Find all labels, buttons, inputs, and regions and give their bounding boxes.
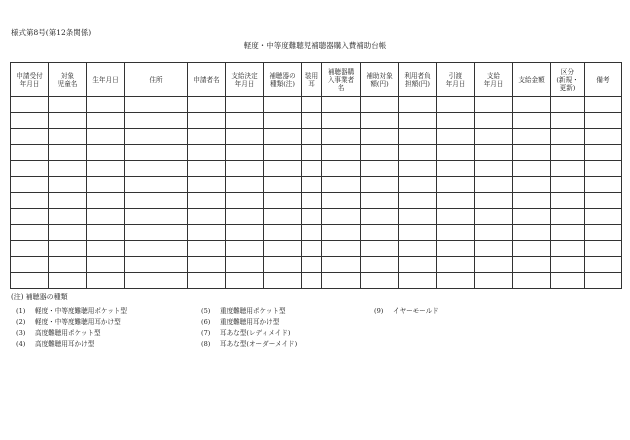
table-cell [437,177,475,193]
table-cell [125,129,188,145]
note-text: 軽度・中等度難聴用耳かけ型 [35,318,121,326]
table-cell [551,273,585,289]
table-cell [437,225,475,241]
note-item [374,305,439,315]
table-cell [437,257,475,273]
table-cell [551,193,585,209]
table-cell [513,97,551,113]
table-cell [302,209,322,225]
table-cell [361,241,399,257]
note-text: 高度難聴用耳かけ型 [35,340,95,348]
table-row [11,273,622,289]
table-cell [49,113,87,129]
table-cell [264,225,302,241]
table-cell [264,129,302,145]
table-cell [226,129,264,145]
table-cell [87,257,125,273]
table-cell [87,113,125,129]
table-cell [361,177,399,193]
note-text: イヤーモールド [393,307,439,315]
note-number: (6) [201,318,211,326]
table-cell [87,241,125,257]
table-cell [585,129,622,145]
col-header-user-burden: 利用者負 担額(円) [399,63,437,97]
table-cell [361,129,399,145]
table-cell [585,113,622,129]
table-cell [361,113,399,129]
table-row [11,113,622,129]
table-cell [188,241,226,257]
table-cell [322,241,361,257]
table-row [11,177,622,193]
table-cell [585,273,622,289]
table-cell [585,225,622,241]
table-cell [11,145,49,161]
table-cell [302,225,322,241]
table-cell [302,241,322,257]
table-cell [264,241,302,257]
table-cell [264,161,302,177]
table-cell [551,97,585,113]
table-cell [264,113,302,129]
table-row [11,209,622,225]
table-cell [322,273,361,289]
table-cell [475,241,513,257]
table-cell [49,129,87,145]
table-cell [125,257,188,273]
table-cell [188,257,226,273]
table-cell [513,241,551,257]
table-cell [322,145,361,161]
table-cell [302,161,322,177]
table-cell [437,113,475,129]
note-number: (2) [16,318,26,326]
table-cell [399,177,437,193]
table-cell [302,97,322,113]
table-cell [188,193,226,209]
table-cell [361,209,399,225]
table-cell [11,193,49,209]
table-cell [302,113,322,129]
table-cell [226,209,264,225]
table-cell [49,177,87,193]
table-cell [49,145,87,161]
table-cell [322,161,361,177]
table-cell [475,225,513,241]
table-cell [513,193,551,209]
table-cell [125,193,188,209]
table-cell [226,97,264,113]
table-cell [226,161,264,177]
note-item [201,305,286,315]
note-item [16,305,127,315]
table-cell [475,129,513,145]
table-cell [475,193,513,209]
table-cell [125,113,188,129]
table-cell [585,177,622,193]
table-cell [475,257,513,273]
table-cell [11,225,49,241]
table-cell [264,193,302,209]
table-cell [188,113,226,129]
table-cell [475,97,513,113]
table-cell [11,161,49,177]
table-cell [226,257,264,273]
table-cell [11,97,49,113]
note-item [201,338,297,348]
table-cell [399,241,437,257]
table-cell [226,273,264,289]
table-cell [551,257,585,273]
notes-heading: (注) 補聴器の種類 [11,293,68,301]
table-cell [87,97,125,113]
table-cell [361,161,399,177]
table-cell [513,113,551,129]
table-cell [11,273,49,289]
col-header-application-date: 申請受付 年月日 [11,63,49,97]
note-text: 重度難聴用ポケット型 [220,307,286,315]
table-cell [585,193,622,209]
table-cell [361,225,399,241]
table-cell [361,257,399,273]
table-cell [513,129,551,145]
note-number: (3) [16,329,26,337]
table-cell [264,257,302,273]
note-text: 耳あな型(レディメイド) [220,329,291,337]
note-number: (7) [201,329,211,337]
table-cell [399,193,437,209]
table-cell [264,97,302,113]
table-cell [188,177,226,193]
table-cell [49,209,87,225]
table-cell [513,209,551,225]
table-row [11,193,622,209]
table-cell [361,97,399,113]
table-cell [437,273,475,289]
table-cell [551,209,585,225]
table-cell [188,145,226,161]
table-cell [125,97,188,113]
table-row [11,129,622,145]
table-cell [475,273,513,289]
table-cell [585,209,622,225]
subsidy-ledger-table [10,62,622,289]
table-cell [551,225,585,241]
col-header-address: 住所 [125,63,188,97]
table-cell [49,225,87,241]
table-cell [513,145,551,161]
table-cell [264,209,302,225]
table-cell [264,145,302,161]
table-cell [513,273,551,289]
col-header-payment-date: 支給 年月日 [475,63,513,97]
note-text: 高度難聴用ポケット型 [35,329,101,337]
table-cell [322,177,361,193]
table-cell [87,177,125,193]
table-cell [302,129,322,145]
table-cell [361,145,399,161]
table-cell [87,145,125,161]
table-cell [87,273,125,289]
table-cell [585,161,622,177]
table-cell [585,145,622,161]
table-cell [399,273,437,289]
table-cell [302,193,322,209]
col-header-eligible-amount: 補助対象 額(円) [361,63,399,97]
col-header-ear: 装用 耳 [302,63,322,97]
table-cell [226,241,264,257]
form-title: 軽度・中等度難聴児補聴器購入費補助台帳 [243,41,387,50]
table-cell [437,161,475,177]
table-cell [125,209,188,225]
table-cell [475,177,513,193]
table-cell [226,177,264,193]
table-header-row [11,63,622,97]
col-header-payment-amount: 支給金額 [513,63,551,97]
table-cell [551,177,585,193]
table-cell [361,273,399,289]
table-cell [226,225,264,241]
table-row [11,257,622,273]
table-cell [302,257,322,273]
note-item [16,316,121,326]
table-cell [87,129,125,145]
table-cell [399,209,437,225]
table-cell [437,145,475,161]
note-item [201,327,290,337]
table-cell [513,161,551,177]
table-row [11,225,622,241]
table-cell [437,241,475,257]
col-header-vendor: 補聴器購 入事業者 名 [322,63,361,97]
table-cell [513,177,551,193]
table-cell [551,241,585,257]
note-number: (1) [16,307,26,315]
table-cell [475,145,513,161]
table-cell [125,225,188,241]
col-header-decision-date: 支給決定 年月日 [226,63,264,97]
table-cell [11,177,49,193]
table-cell [437,129,475,145]
col-header-remarks: 備考 [585,63,622,97]
table-cell [322,97,361,113]
table-cell [49,273,87,289]
form-number: 様式第8号(第12条関係) [11,28,92,37]
table-cell [188,161,226,177]
table-cell [125,161,188,177]
table-cell [11,113,49,129]
table-cell [302,145,322,161]
table-cell [551,145,585,161]
table-cell [125,177,188,193]
table-cell [49,241,87,257]
table-cell [49,193,87,209]
note-number: (8) [201,340,211,348]
note-item [16,338,94,348]
table-cell [11,241,49,257]
table-cell [551,113,585,129]
table-row [11,145,622,161]
table-cell [399,97,437,113]
table-cell [585,97,622,113]
note-text: 耳あな型(オーダーメイド) [220,340,298,348]
col-header-delivery-date: 引渡 年月日 [437,63,475,97]
table-cell [551,129,585,145]
table-cell [399,129,437,145]
table-cell [322,209,361,225]
table-cell [11,209,49,225]
col-header-birth-date: 生年月日 [87,63,125,97]
table-cell [399,161,437,177]
table-cell [322,225,361,241]
table-cell [585,241,622,257]
table-cell [11,129,49,145]
table-cell [188,97,226,113]
table-cell [264,273,302,289]
table-cell [188,129,226,145]
table-cell [11,257,49,273]
table-cell [322,129,361,145]
note-item [16,327,101,337]
table-cell [551,161,585,177]
col-header-category: 区分 (新規・ 更新) [551,63,585,97]
table-cell [302,177,322,193]
note-text: 軽度・中等度難聴用ポケット型 [35,307,127,315]
table-cell [361,193,399,209]
table-row [11,161,622,177]
table-cell [585,257,622,273]
table-cell [437,209,475,225]
note-text: 重度難聴用耳かけ型 [220,318,280,326]
table-cell [437,193,475,209]
table-cell [322,193,361,209]
table-cell [399,145,437,161]
col-header-applicant-name: 申請者名 [188,63,226,97]
table-cell [188,209,226,225]
col-header-child-name: 対象 児童名 [49,63,87,97]
table-cell [475,209,513,225]
table-row [11,97,622,113]
table-cell [125,241,188,257]
table-cell [226,113,264,129]
table-cell [475,113,513,129]
table-cell [87,161,125,177]
table-cell [125,273,188,289]
table-cell [437,97,475,113]
table-cell [87,225,125,241]
note-item [201,316,279,326]
note-number: (9) [374,307,384,315]
table-cell [322,257,361,273]
table-cell [188,225,226,241]
table-cell [226,145,264,161]
table-cell [49,161,87,177]
table-cell [49,97,87,113]
table-cell [188,273,226,289]
table-cell [513,257,551,273]
table-cell [264,177,302,193]
table-cell [49,257,87,273]
table-cell [399,257,437,273]
col-header-device-type: 補聴器の 種類(注) [264,63,302,97]
note-number: (4) [16,340,26,348]
table-cell [226,193,264,209]
table-cell [87,209,125,225]
table-cell [399,113,437,129]
table-cell [399,225,437,241]
table-cell [125,145,188,161]
table-cell [322,113,361,129]
table-cell [475,161,513,177]
note-number: (5) [201,307,211,315]
table-cell [302,273,322,289]
table-row [11,241,622,257]
table-cell [513,225,551,241]
table-cell [87,193,125,209]
